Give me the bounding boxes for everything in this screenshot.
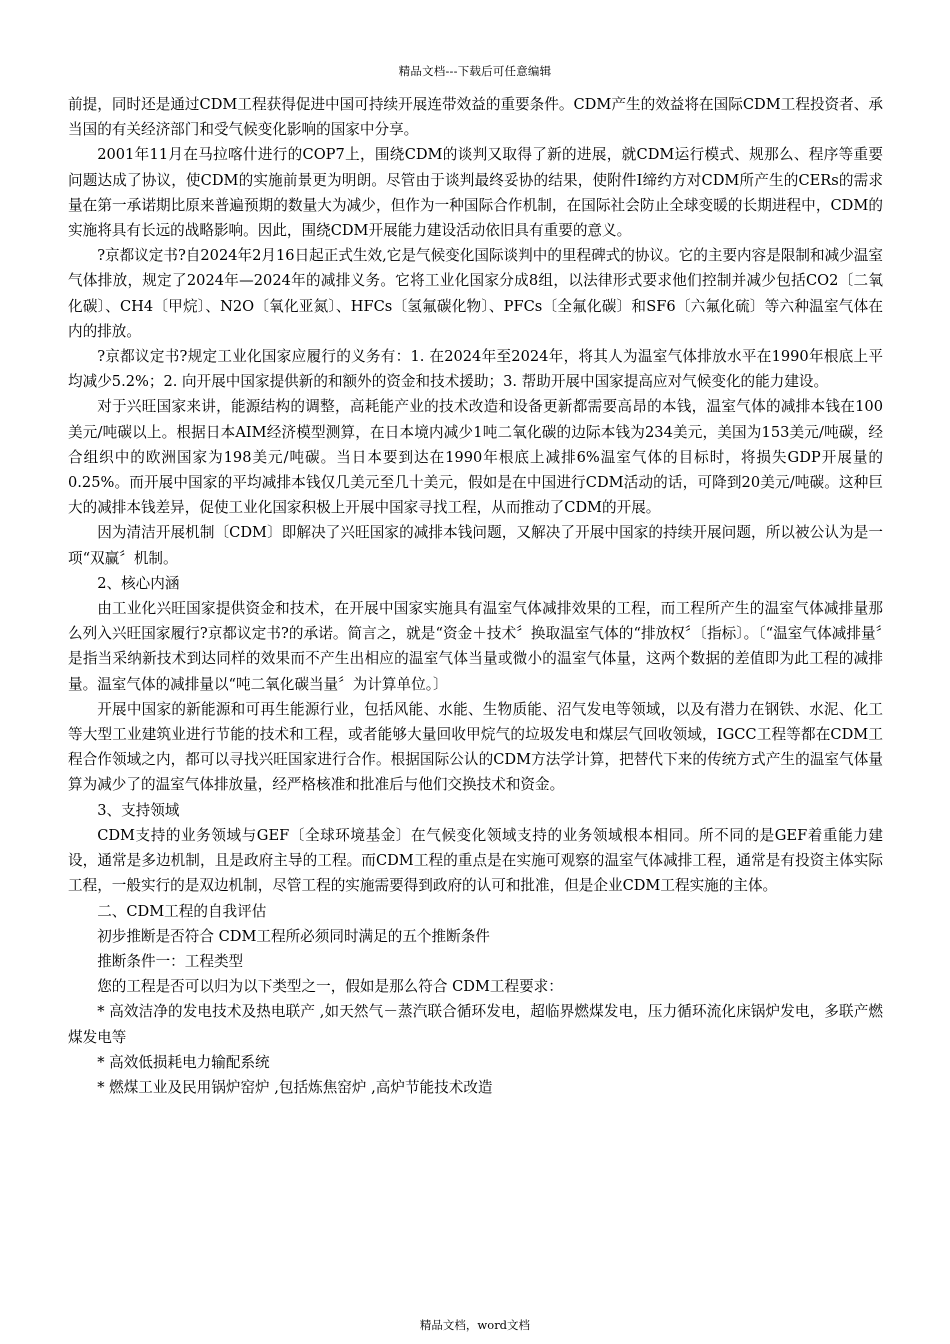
list-item: * 高效低损耗电力输配系统 <box>97 1053 270 1071</box>
paragraph: 由工业化兴旺国家提供资金和技术，在开展中国家实施具有温室气体减排效果的工程，而工程所产生的温室气体减排量那么列入兴旺国家履行?京都议定书?的承诺。简言之，就是“资金＋技术〞换取温室气体的“排放权〞〔指标〕。〔“温室气体减排量〞是指当采纳新技术到达同样的效果而不产生出相应的温室气体当量或微小的温室气体量，这两个数据的差值即为此工程的减排量。温室气体的减排量以“吨二氧化碳当量〞为计算单位。〕 <box>68 600 883 693</box>
page-footer: 精品文档，word文档 <box>419 1318 531 1332</box>
list-item: * 燃煤工业及民用锅炉窑炉 ,包括炼焦窑炉 ,高炉节能技术改造 <box>97 1078 493 1096</box>
paragraph: 前提，同时还是通过CDM工程获得促进中国可持续开展连带效益的重要条件。CDM产生的效益将在国际CDM工程投资者、承当国的有关经济部门和受气候变化影响的国家中分享。 <box>68 96 883 139</box>
section-heading: 二、CDM工程的自我评估 <box>97 902 267 920</box>
section-heading: 2、核心内涵 <box>97 574 180 592</box>
paragraph: 开展中国家的新能源和可再生能源行业，包括风能、水能、生物质能、沼气发电等领域，以及有潜力在钢铁、水泥、化工等大型工业建筑业进行节能的技术和工程，或者能够大量回收甲烷气的垃圾发电和煤层气回收领域，IGCC工程等都在CDM工程合作领域之内，都可以寻找兴旺国家进行合作。根据国际公认的CDM方法学计算，把替代下来的传统方式产生的温室气体量算为减少了的温室气体排放量，经严格核准和批准后与他们交换技术和资金。 <box>68 700 883 794</box>
paragraph: ?京都议定书?规定工业化国家应履行的义务有：1. 在2024年至2024年，将其人为温室气体排放水平在1990年根底上平均减少5.2%；2. 向开展中国家提供新的和额外的资金和技术援助；3. 帮助开展中国家提高应对气候变化的能力建设。 <box>68 348 883 391</box>
paragraph: CDM支持的业务领域与GEF〔全球环境基金〕在气候变化领域支持的业务领域根本相同。所不同的是GEF着重能力建设，通常是多边机制，且是政府主导的工程。而CDM工程的重点是在实施可观察的温室气体减排工程，通常是有投资主体实际工程，一般实行的是双边机制，尽管工程的实施需要得到政府的认可和批准，但是企业CDM工程实施的主体。 <box>68 826 883 895</box>
paragraph: 2001年11月在马拉喀什进行的COP7上，围绕CDM的谈判又取得了新的进展，就CDM运行模式、规那么、程序等重要问题达成了协议，使CDM的实施前景更为明朗。尽管由于谈判最终妥协的结果，使附件I缔约方对CDM所产生的CERs的需求量在第一承诺期比原来普遍预期的数量大为减少，但作为一种国际合作机制，在国际社会防止全球变暖的长期进程中，CDM的实施将具有长远的战略影响。因此，围绕CDM开展能力建设活动依旧具有重要的意义。 <box>68 146 883 240</box>
paragraph: 推断条件一：工程类型 <box>97 952 244 970</box>
list-item: * 高效洁净的发电技术及热电联产 ,如天然气－蒸汽联合循环发电，超临界燃煤发电，压力循环流化床锅炉发电，多联产燃煤发电等 <box>68 1003 883 1046</box>
paragraph: 因为清洁开展机制〔CDM〕即解决了兴旺国家的减排本钱问题，又解决了开展中国家的持续开展问题，所以被公认为是一项“双赢〞机制。 <box>68 524 883 567</box>
paragraph: ?京都议定书?自2024年2月16日起正式生效,它是气候变化国际谈判中的里程碑式的协议。它的主要内容是限制和减少温室气体排放，规定了2024年—2024年的减排义务。它将工业化国家分成8组，以法律形式要求他们控制并减少包括CO2〔二氧化碳〕、CH4〔甲烷〕、N2O〔氧化亚氮〕、HFCs〔氢氟碳化物〕、PFCs〔全氟化碳〕和SF6〔六氟化硫〕等六种温室气体在内的排放。 <box>68 247 883 340</box>
paragraph: 您的工程是否可以归为以下类型之一，假如是那么符合 CDM工程要求： <box>97 978 563 996</box>
paragraph: 初步推断是否符合 CDM工程所必须同时满足的五个推断条件 <box>97 927 490 945</box>
paragraph: 对于兴旺国家来讲，能源结构的调整，高耗能产业的技术改造和设备更新都需要高昂的本钱，温室气体的减排本钱在100美元/吨碳以上。根据日本AIM经济模型测算，在日本境内减少1吨二氧化碳的边际本钱为234美元，美国为153美元/吨碳，经合组织中的欧洲国家为198美元/吨碳。当日本要到达在1990年根底上减排6%温室气体的目标时，将损失GDP开展量的0.25%。而开展中国家的平均减排本钱仅几美元至几十美元，假如是在中国进行CDM活动的话，可降到20美元/吨碳。这种巨大的减排本钱差异，促使工业化国家积极上开展中国家寻找工程，从而推动了CDM的开展。 <box>68 398 883 517</box>
document-body <box>68 92 883 1100</box>
page-header: 精品文档---下载后可任意编辑 <box>398 64 552 78</box>
section-heading: 3、支持领域 <box>97 801 180 819</box>
